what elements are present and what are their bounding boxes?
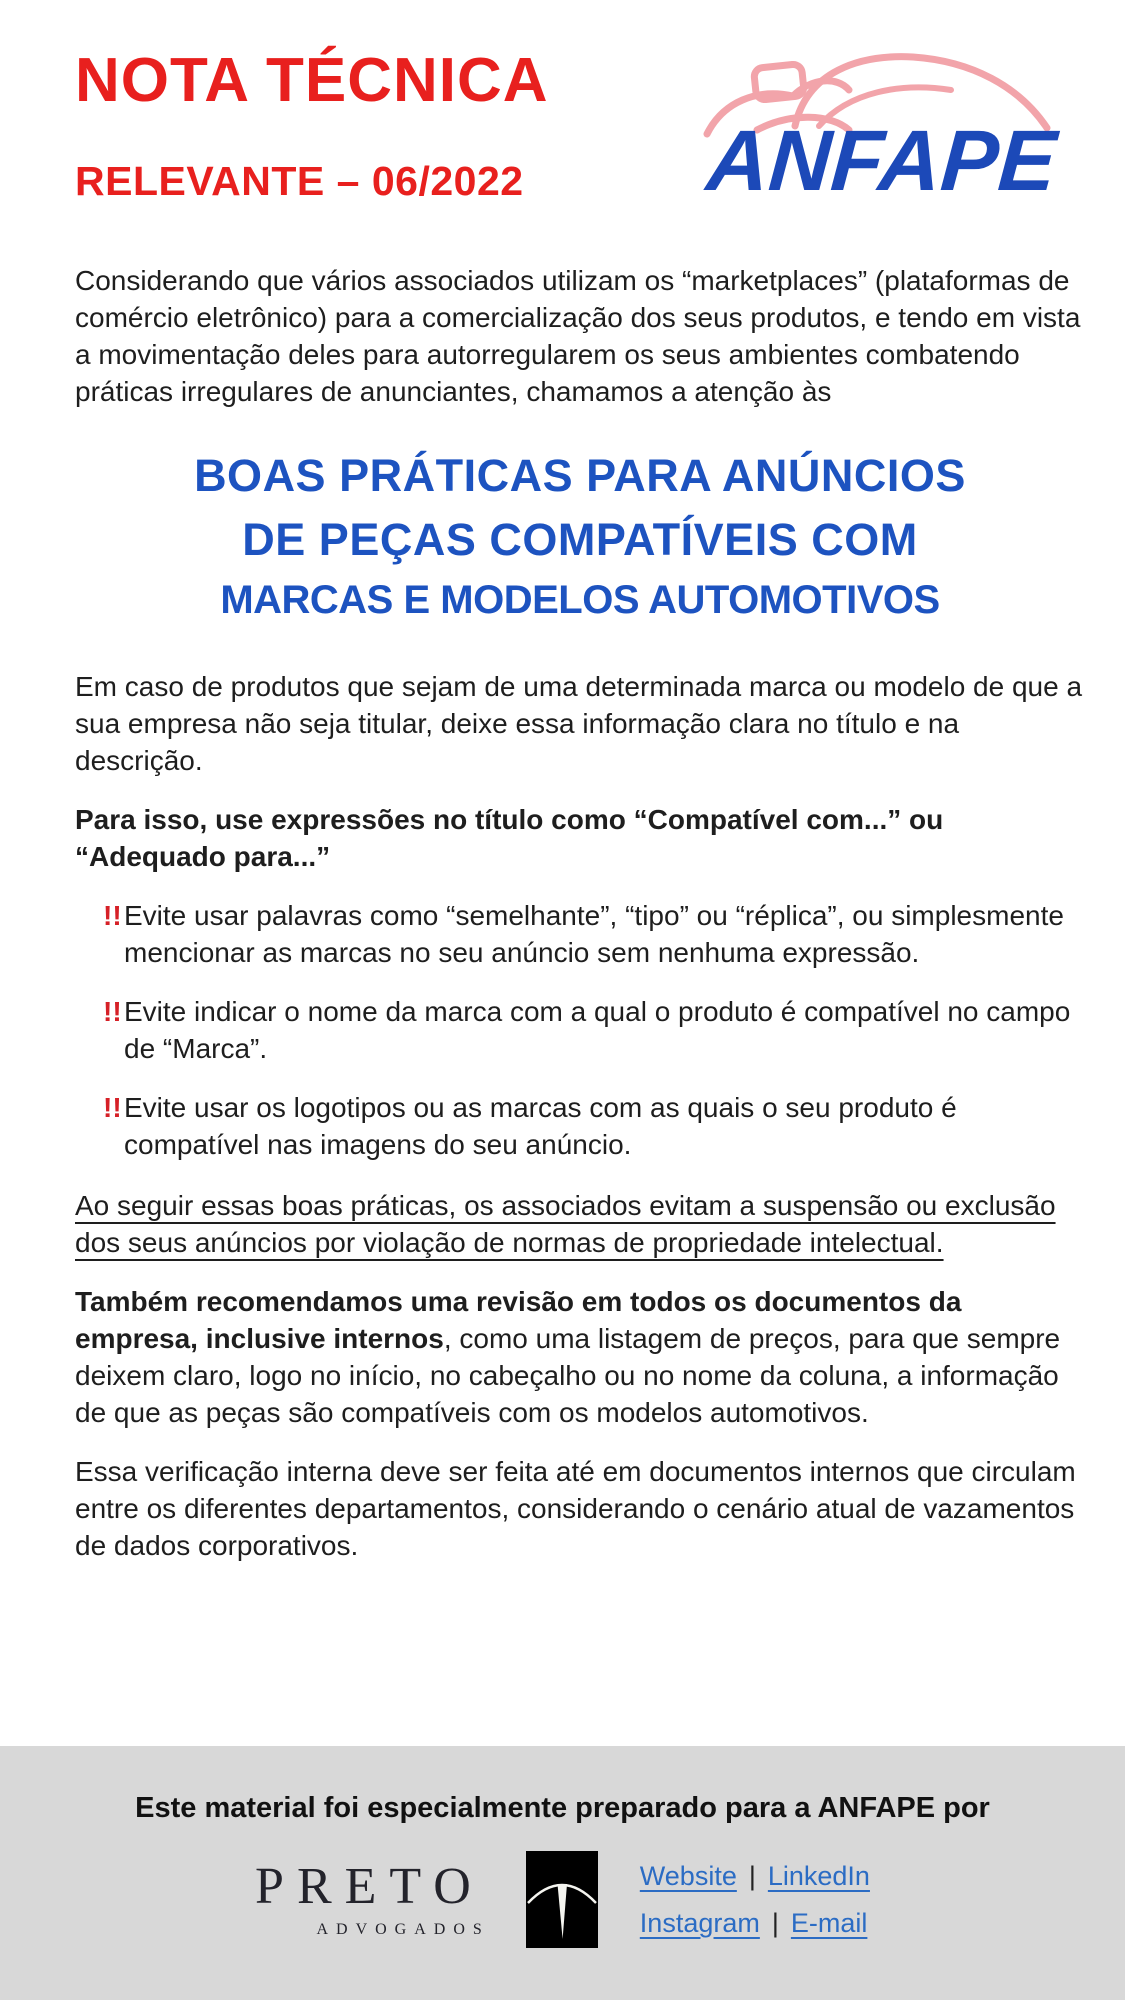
instagram-link[interactable]: Instagram bbox=[639, 1907, 760, 1938]
double-exclamation-icon: !! bbox=[103, 900, 122, 931]
anfape-logo bbox=[693, 28, 1065, 223]
paragraph-consequences: Ao seguir essas boas práticas, os associados evitam a suspensão ou exclusão dos seus anúncios por violação de normas de propriedade intelectual. bbox=[75, 1190, 1056, 1258]
warning-text: Evite usar os logotipos ou as marcas com as quais o seu produto é compatível nas imagens do seu anúncio. bbox=[124, 1092, 957, 1160]
warning-item bbox=[75, 993, 1085, 1067]
main-heading-line2: DE PEÇAS COMPATÍVEIS COM bbox=[242, 514, 918, 565]
firm-name: PRETO bbox=[255, 1857, 484, 1915]
main-heading bbox=[75, 444, 1085, 628]
warning-list bbox=[75, 897, 1085, 1163]
document-body bbox=[0, 250, 1125, 1564]
preto-emblem-icon bbox=[526, 1851, 598, 1948]
firm-subtitle: ADVOGADOS bbox=[316, 1920, 490, 1938]
paragraph-closing: Essa verificação interna deve ser feita até em documentos internos que circulam entre os diferentes departamentos, considerando o cenário atual de vazamentos de dados corporativos. bbox=[75, 1456, 1076, 1561]
link-separator: | bbox=[748, 1860, 756, 1891]
double-exclamation-icon: !! bbox=[103, 996, 122, 1027]
warning-text: Evite indicar o nome da marca com a qual o produto é compatível no campo de “Marca”. bbox=[124, 996, 1071, 1064]
paragraph-products: Em caso de produtos que sejam de uma determinada marca ou modelo de que a sua empresa não seja titular, deixe essa informação clara no título e na descrição. bbox=[75, 671, 1083, 776]
preto-advogados-logo bbox=[255, 1857, 490, 1939]
intro-paragraph: Considerando que vários associados utilizam os “marketplaces” (plataformas de comércio eletrônico) para a comercialização dos seus produtos, e tendo em vista a movimentação deles para autorregularem os seus ambientes combatendo práticas irregulares de anunciantes, chamamos a atenção às bbox=[75, 265, 1081, 407]
footer-content bbox=[0, 1851, 1125, 1948]
footer-links-row-2 bbox=[640, 1908, 870, 1939]
recommendation-bold-text: Também recomendamos uma revisão em todos os documentos da empresa, inclusive internos bbox=[75, 1286, 962, 1354]
main-heading-line1: BOAS PRÁTICAS PARA ANÚNCIOS bbox=[194, 450, 966, 501]
warning-item bbox=[75, 897, 1085, 971]
footer-links-row-1 bbox=[640, 1861, 870, 1892]
recommendation-rest-text: , como uma listagem de preços, para que sempre deixem claro, logo no início, no cabeçalho ou no nome da coluna, a informação de que as peças são compatíveis com os modelos automotivos. bbox=[75, 1323, 1061, 1428]
main-heading-line3: MARCAS E MODELOS AUTOMOTIVOS bbox=[220, 578, 940, 622]
paragraph-recommendation bbox=[75, 1283, 1085, 1431]
warning-text: Evite usar palavras como “semelhante”, “tipo” ou “réplica”, ou simplesmente mencionar as marcas no seu anúncio sem nenhuma expressão. bbox=[124, 900, 1064, 968]
link-separator: | bbox=[771, 1907, 779, 1938]
page-subtitle: RELEVANTE – 06/2022 bbox=[75, 158, 524, 204]
footer bbox=[0, 1746, 1125, 2000]
footer-links bbox=[640, 1861, 870, 1939]
website-link[interactable]: Website bbox=[639, 1860, 737, 1891]
footer-heading: Este material foi especialmente preparado para a ANFAPE por bbox=[135, 1792, 990, 1824]
anfape-wordmark: ANFAPE bbox=[703, 113, 1060, 209]
double-exclamation-icon: !! bbox=[103, 1092, 122, 1123]
warning-item bbox=[75, 1089, 1085, 1163]
header bbox=[0, 0, 1125, 250]
email-link[interactable]: E-mail bbox=[790, 1907, 868, 1938]
linkedin-link[interactable]: LinkedIn bbox=[767, 1860, 870, 1891]
paragraph-expressions: Para isso, use expressões no título como “Compatível com...” ou “Adequado para...” bbox=[75, 804, 944, 872]
page-title: NOTA TÉCNICA bbox=[75, 46, 549, 115]
